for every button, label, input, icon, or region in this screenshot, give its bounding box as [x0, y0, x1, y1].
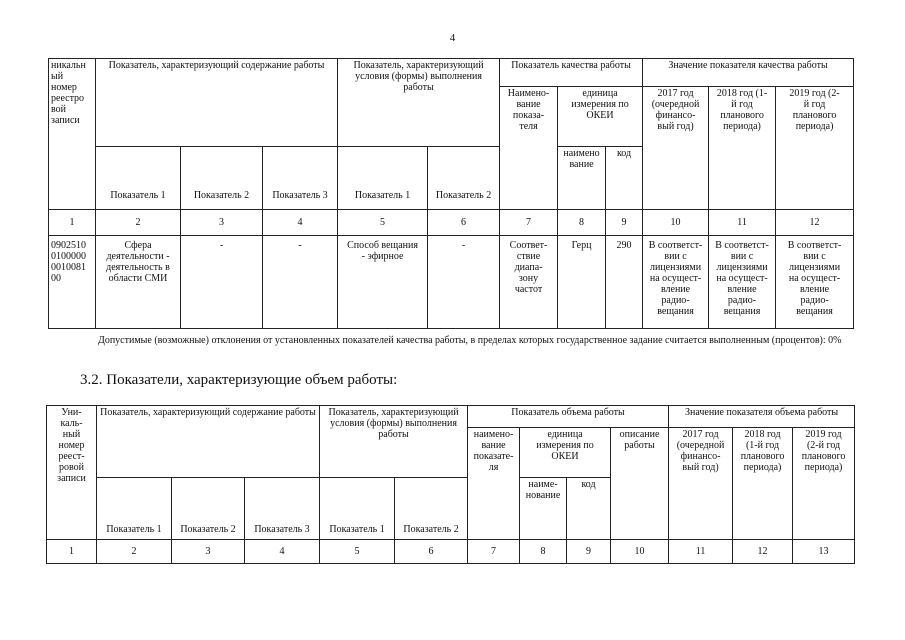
column-number: 8: [558, 210, 606, 236]
column-number: 1: [47, 540, 97, 564]
unit-okei-header: единица измерения по ОКЕИ: [520, 428, 611, 478]
column-number: 2: [97, 540, 172, 564]
quality-table: [48, 58, 854, 329]
work-description-header: описание работы: [611, 428, 669, 540]
unit-name-header: наимено вание: [558, 147, 606, 210]
column-number: 8: [520, 540, 567, 564]
content-indicator-2-header: Показатель 2: [181, 147, 263, 210]
column-number: 11: [669, 540, 733, 564]
content-indicator-3-cell: -: [263, 236, 338, 329]
section-heading: 3.2. Показатели, характеризующие объем работы:: [80, 372, 398, 388]
content-indicator-1-header: Показатель 1: [96, 147, 181, 210]
condition-indicator-2-header: Показатель 2: [395, 478, 468, 540]
page-number: 4: [449, 32, 456, 44]
unit-name-header: наиме- нование: [520, 478, 567, 540]
content-indicator-3-header: Показатель 3: [245, 478, 320, 540]
column-number: 1: [49, 210, 96, 236]
quality-indicator-header: Показатель качества работы: [500, 59, 643, 87]
column-number: 9: [567, 540, 611, 564]
column-number: 13: [793, 540, 855, 564]
deviation-note: Допустимые (возможные) отклонения от установленных показателей качества работы, в пределах которых государственное задание считается выполненным (процентов): 0%: [98, 335, 842, 346]
column-number: 3: [181, 210, 263, 236]
column-number: 6: [395, 540, 468, 564]
column-number: 12: [776, 210, 854, 236]
year-2019-header: 2019 год (2- й год планового периода): [776, 87, 854, 210]
indicator-name-cell: Соответ- ствие диапа- зону частот: [500, 236, 558, 329]
year-2018-header: 2018 год (1-й год планового периода): [733, 428, 793, 540]
column-number: 2: [96, 210, 181, 236]
column-number: 4: [263, 210, 338, 236]
content-indicator-2-cell: -: [181, 236, 263, 329]
column-number: 7: [500, 210, 558, 236]
column-number: 5: [338, 210, 428, 236]
year-2017-header: 2017 год (очередной финансо- вый год): [643, 87, 709, 210]
indicator-name-header: Наимено- вание показа- теля: [500, 87, 558, 210]
column-number: 12: [733, 540, 793, 564]
condition-indicator-2-cell: -: [428, 236, 500, 329]
column-number: 6: [428, 210, 500, 236]
column-number: 9: [606, 210, 643, 236]
content-indicator-1-header: Показатель 1: [97, 478, 172, 540]
content-indicator-3-header: Показатель 3: [263, 147, 338, 210]
quality-value-header: Значение показателя качества работы: [643, 59, 854, 87]
condition-indicator-1-header: Показатель 1: [320, 478, 395, 540]
column-number: 4: [245, 540, 320, 564]
column-number: 10: [643, 210, 709, 236]
content-indicator-1-cell: Сфера деятельности - деятельность в области СМИ: [96, 236, 181, 329]
column-number: 7: [468, 540, 520, 564]
volume-value-header: Значение показателя объема работы: [669, 406, 855, 428]
column-number: 11: [709, 210, 776, 236]
registry-number-cell: 0902510 0100000 0010081 00: [49, 236, 96, 329]
volume-indicator-header: Показатель объема работы: [468, 406, 669, 428]
unit-code-header: код: [567, 478, 611, 540]
content-indicator-header: Показатель, характеризующий содержание работы: [97, 406, 320, 478]
conditions-indicator-header: Показатель, характеризующий условия (формы) выполнения работы: [338, 59, 500, 147]
column-number: 3: [172, 540, 245, 564]
unique-registry-number-header: никальн ый номер реестро вой записи: [49, 59, 96, 210]
indicator-name-header: наимено- вание показате- ля: [468, 428, 520, 540]
content-indicator-2-header: Показатель 2: [172, 478, 245, 540]
condition-indicator-2-header: Показатель 2: [428, 147, 500, 210]
year-2019-header: 2019 год (2-й год планового периода): [793, 428, 855, 540]
value-2017-cell: В соответст- вии с лицензиями на осущест- вление радио- вещания: [643, 236, 709, 329]
volume-table: [46, 405, 855, 564]
condition-indicator-1-cell: Способ вещания - эфирное: [338, 236, 428, 329]
year-2018-header: 2018 год (1- й год планового периода): [709, 87, 776, 210]
conditions-indicator-header: Показатель, характеризующий условия (формы) выполнения работы: [320, 406, 468, 478]
column-number: 10: [611, 540, 669, 564]
condition-indicator-1-header: Показатель 1: [338, 147, 428, 210]
column-number: 5: [320, 540, 395, 564]
unique-registry-number-header: Уни- каль- ный номер реест- ровой записи: [47, 406, 97, 540]
value-2018-cell: В соответст- вии с лицензиями на осущест- вление радио- вещания: [709, 236, 776, 329]
unit-name-cell: Герц: [558, 236, 606, 329]
content-indicator-header: Показатель, характеризующий содержание работы: [96, 59, 338, 147]
unit-okei-header: единица измерения по ОКЕИ: [558, 87, 643, 147]
unit-code-cell: 290: [606, 236, 643, 329]
value-2019-cell: В соответст- вии с лицензиями на осущест- вление радио- вещания: [776, 236, 854, 329]
year-2017-header: 2017 год (очередной финансо- вый год): [669, 428, 733, 540]
unit-code-header: код: [606, 147, 643, 210]
